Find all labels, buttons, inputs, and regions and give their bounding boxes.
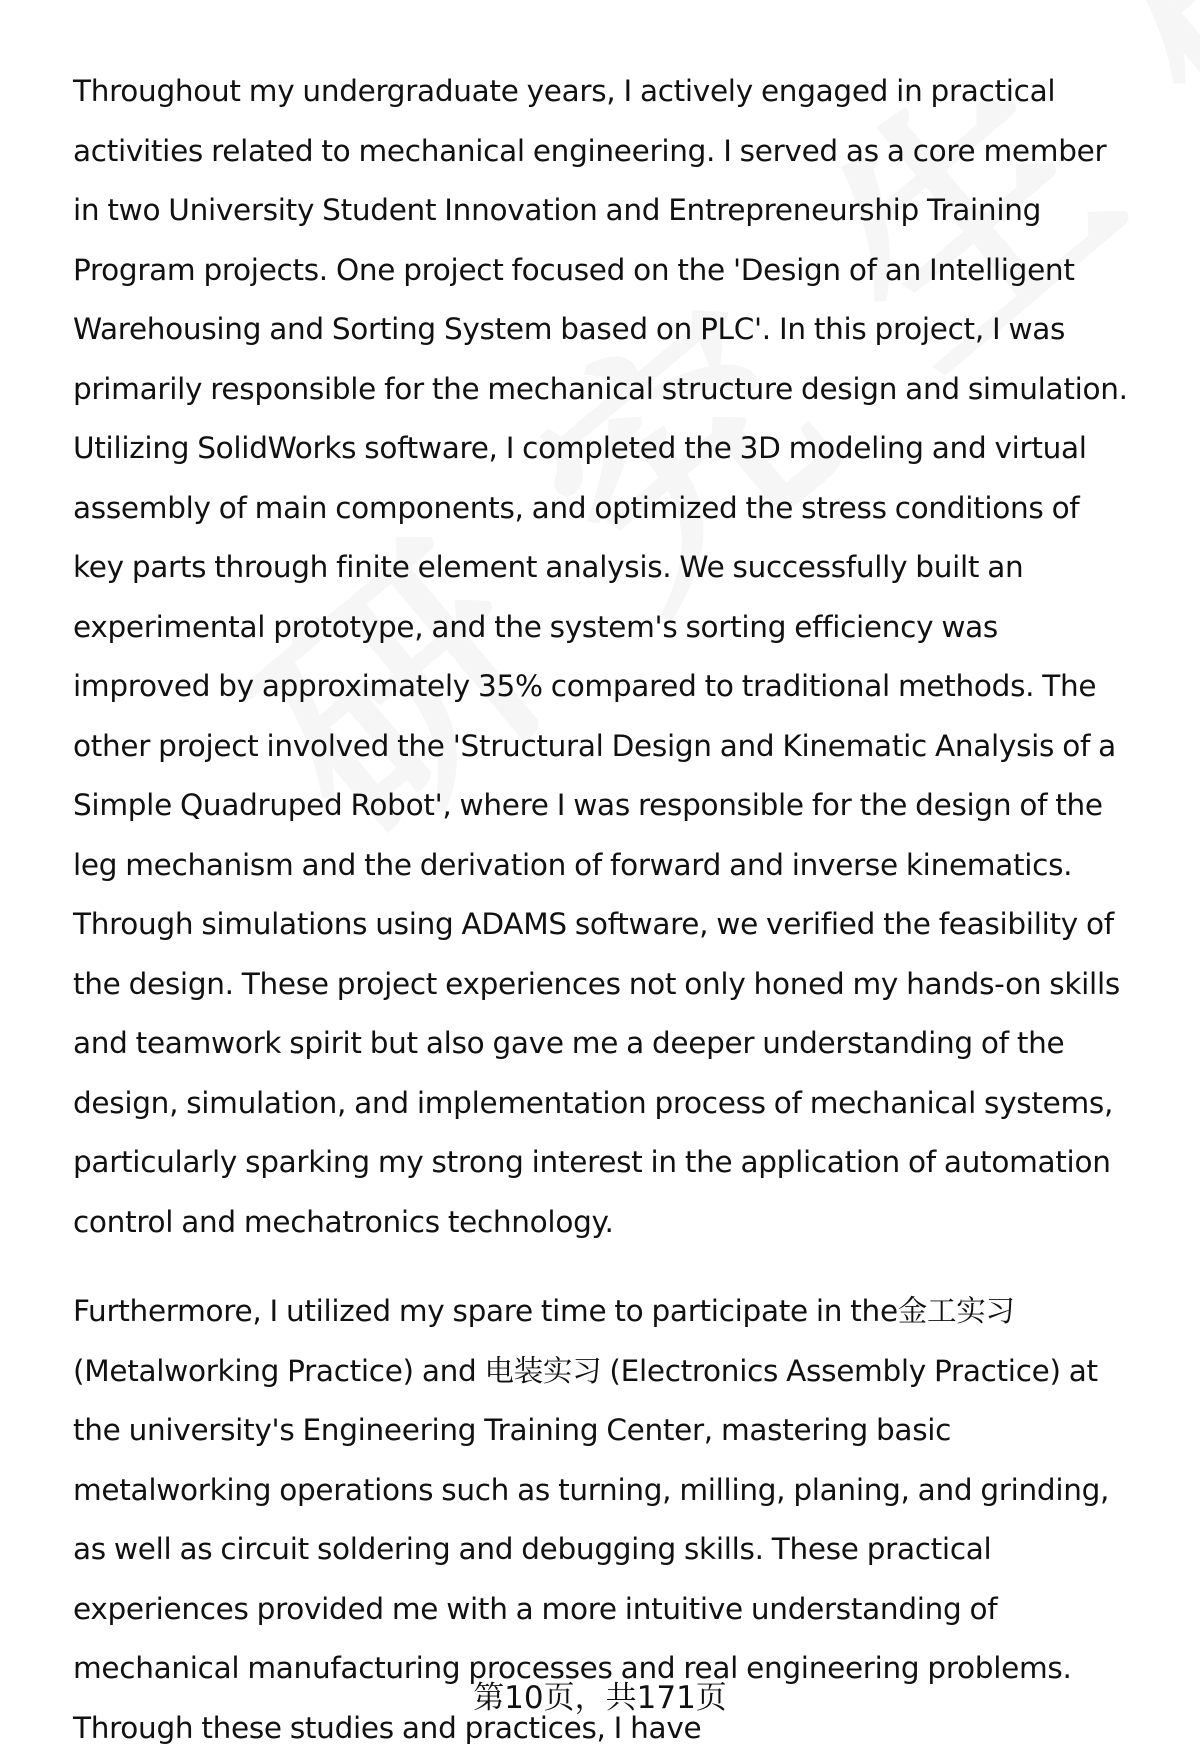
paragraph-practice: Furthermore, I utilized my spare time to participate in the金工实习 (Metalworking Practice) and 电装实习 (Electronics Assembly Practice) at the university's Engineering Training Center, mastering basic metalworking operations such as turning, milling, planing, and grinding, as well as circuit soldering and debugging skills. These practical experiences provided me with a more intuitive understanding of mechanical manufacturing processes and real engineering problems. Through these studies and practices, I have bbox=[73, 1294, 1110, 1745]
paragraph-projects: Throughout my undergraduate years, I actively engaged in practical activities related to mechanical engineering. I served as a core member in two University Student Innovation and Entrepreneurship Training Program projects. One project focused on the 'Design of an Intelligent Warehousing and Sorting System based on PLC'. In this project, I was primarily responsible for the mechanical structure design and simulation. Utilizing SolidWorks software, I completed the 3D modeling and virtual assembly of main components, and optimized the stress conditions of key parts through finite element analysis. We successfully built an experimental prototype, and the system's sorting efficiency was improved by approximately 35% compared to traditional methods. The other project involved the 'Structural Design and Kinematic Analysis of a Simple Quadruped Robot', where I was responsible for the design of the leg mechanism and the derivation of forward and inverse kinematics. Through simulations using ADAMS software, we verified the feasibility of the design. These project experiences not only honed my hands-on skills and teamwork spirit but also gave me a deeper understanding of the design, simulation, and implementation process of mechanical systems, particularly sparking my strong interest in the application of automation control and mechatronics technology. bbox=[73, 74, 1128, 1239]
page-number: 第10页，共171页 bbox=[473, 1680, 727, 1716]
